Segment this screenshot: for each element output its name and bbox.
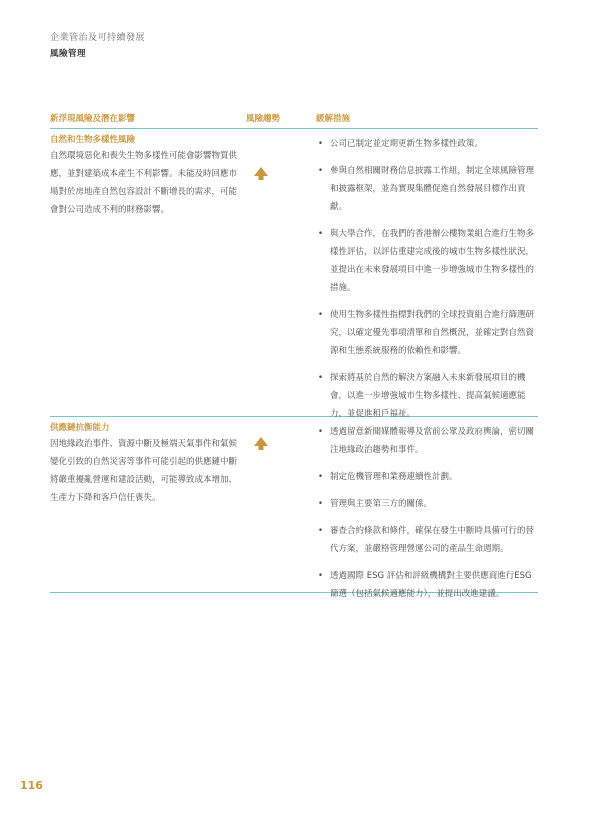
table-row [50,417,538,599]
risk-description: 因地緣政治事件、資源中斷及極端天氣事件和氣候變化引致的自然災害等事件可能引起的供應鏈中斷將嚴重擾亂營運和建設活動，可能導致成本增加、生產力下降和客戶信任喪失。 [50,439,238,503]
measures-cell [316,417,538,599]
list-item: • 探索將基於自然的解決方案融入未來新發展項目的機會，以進一步增強城市生物多樣性、提高氣候適應能力，並促進租戶福祉。 [318,373,526,419]
measures-list [316,423,538,603]
risk-table [50,112,538,599]
list-item: • 管理與主要第三方的關係。 [318,499,433,509]
list-item: • 透過國際 ESG 評估和評級機構對主要供應商進行ESG篩選（包括氣候適應能力），並提出改進建議。 [318,571,532,599]
table-header [50,112,538,129]
measures-cell [316,129,538,419]
list-item: • 審查合約條款和條件，確保在發生中斷時具備可行的替代方案，並嚴格管理營運公司的產品生命週期。 [318,526,535,554]
list-item: • 參與自然相關財務信息披露工作組，制定全球風險管理和披露框架，並為實現集體促進自然發展目標作出貢獻。 [318,166,535,212]
up-arrow-icon [254,167,268,180]
column-header-trend: 風險趨勢 [246,114,281,124]
page-number: 116 [20,779,43,792]
risk-title: 供應鏈抗衡能力 [50,423,110,433]
list-item: • 使用生物多樣性指標對我們的全球投資組合進行篩選研究，以確定優先事項清單和自然概況，並確定對自然資源和生態系統服務的依賴性和影響。 [318,310,535,356]
column-header-risk: 新浮現風險及潛在影響 [50,114,136,124]
list-item: • 與大學合作，在我們的香港辦公樓物業組合進行生物多樣性評估，以評估重建完成後的城市生物多樣性狀況，並提出在未來發展項目中進一步增強城市生物多樣性的措施。 [318,229,535,293]
risk-cell [50,417,246,592]
list-item: • 透過留意新聞媒體報導及當前公眾及政府輿論，密切關注地緣政治趨勢和事件。 [318,427,535,455]
section-title: 企業管治及可持續發展 [50,33,146,43]
page-header [50,30,145,59]
risk-title: 自然和生物多樣性風險 [50,135,136,145]
column-header-measures: 緩解措施 [316,114,351,124]
trend-cell [246,417,316,592]
risk-description: 自然環境惡化和喪失生物多樣性可能會影響物質供應，並對建築成本產生不利影響。未能及時回應市場對於房地產自然包容設計不斷增長的需求，可能會對公司造成不利的財務影響。 [50,151,238,215]
measures-list [316,135,538,423]
trend-cell [246,129,316,416]
list-item: • 制定危機管理和業務連續性計劃。 [318,472,458,482]
subsection-title: 風險管理 [50,49,87,59]
list-item: • 公司已制定並定期更新生物多樣性政策。 [318,139,484,149]
risk-cell [50,129,246,416]
table-row [50,129,538,417]
up-arrow-icon [254,437,268,450]
